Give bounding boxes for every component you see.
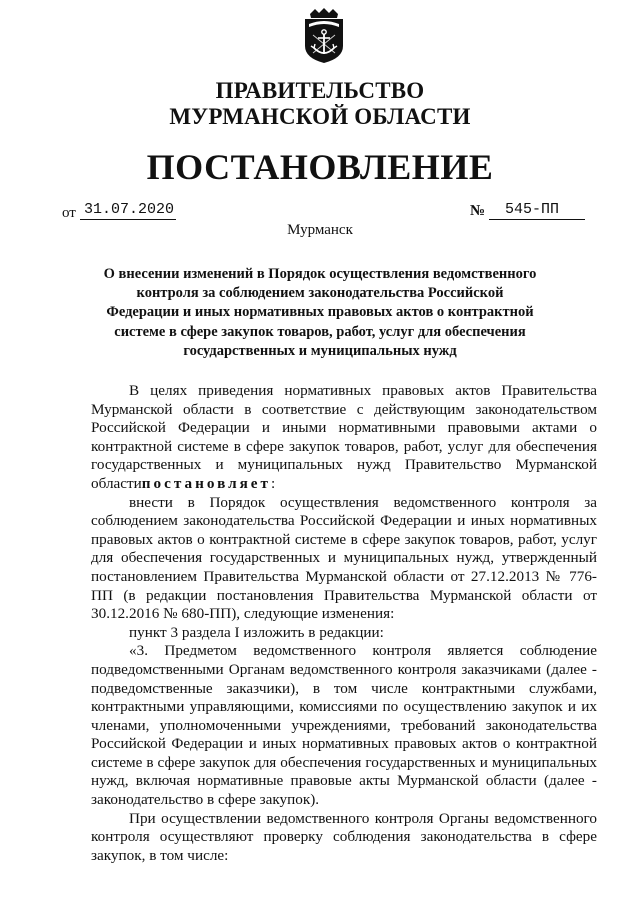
paragraph-2: внести в Порядок осуществления ведомственного контроля за соблюдением законодательства Российской Федерации и иных нормативных правовых актов о контрактной системе в сфере закупок товаров, работ, услуг для обеспечения государственных и муниципальных нужд, утвержденный постановлением Правительства Мурманской области от 27.12.2013 № 776-ПП (в редакции постановления Правительства Мурманской области от 30.12.2016 № 680-ПП), следующие изменения: — [91, 493, 597, 623]
coat-of-arms-icon — [301, 8, 347, 64]
document-body — [91, 382, 597, 865]
paragraph-5: При осуществлении ведомственного контроля Органы ведомственного контроля осуществляют проверку соблюдения законодательства в сфере закупок, в том числе: — [91, 809, 597, 864]
date-label: от — [62, 205, 76, 221]
number-underline — [489, 219, 585, 220]
city: Мурманск — [287, 222, 353, 238]
paragraph-1 — [91, 382, 597, 494]
paragraph-3: пункт 3 раздела I изложить в редакции: — [129, 623, 384, 641]
date-value: 31.07.2020 — [84, 201, 175, 218]
date-number-row — [0, 201, 640, 223]
number-label: № — [470, 203, 486, 219]
document-type-title: ПОСТАНОВЛЕНИЕ — [146, 147, 494, 187]
number-value: 545-ПП — [505, 201, 560, 218]
resolution-keyword: постановляет — [141, 474, 272, 492]
date-underline — [80, 219, 176, 220]
paragraph-4: «3. Предметом ведомственного контроля является соблюдение подведомственными Органам ведомственного контроля заказчиками (далее - подведомственные заказчики), в том числе контрактными службами, контрактными управляющими, комиссиями по осуществлению закупок и их членами, уполномоченными учреждениями, требований законодательства Российской Федерации и иных нормативных правовых актов о контрактной системе в сфере закупок для обеспечения государственных и муниципальных нужд, включая нормативные правовые акты Мурманской области (далее - законодательство в сфере закупок). — [91, 642, 597, 809]
paragraph-1-text: В целях приведения нормативных правовых актов Правительства Мурманской области в соответствие с действующим законодательством Российской Федерации и иными нормативными правовыми актами о контрактной системе в сфере закупок товаров, работ, услуг для обеспечения государственных и муниципальных нужд Правительство Мурманской области — [91, 382, 597, 492]
paragraph-1-end: : — [271, 474, 276, 492]
organization-line-1: ПРАВИТЕЛЬСТВО — [215, 78, 425, 103]
document-subject: О внесении изменений в Порядок осуществления ведомственного контроля за соблюдением законодательства Российской Федерации и иных нормативных правовых актов о контрактной системе в сфере закупок товаров, работ, услуг для обеспечения государственных и муниципальных нужд — [103, 266, 537, 359]
organization-line-2: МУРМАНСКОЙ ОБЛАСТИ — [169, 104, 471, 129]
